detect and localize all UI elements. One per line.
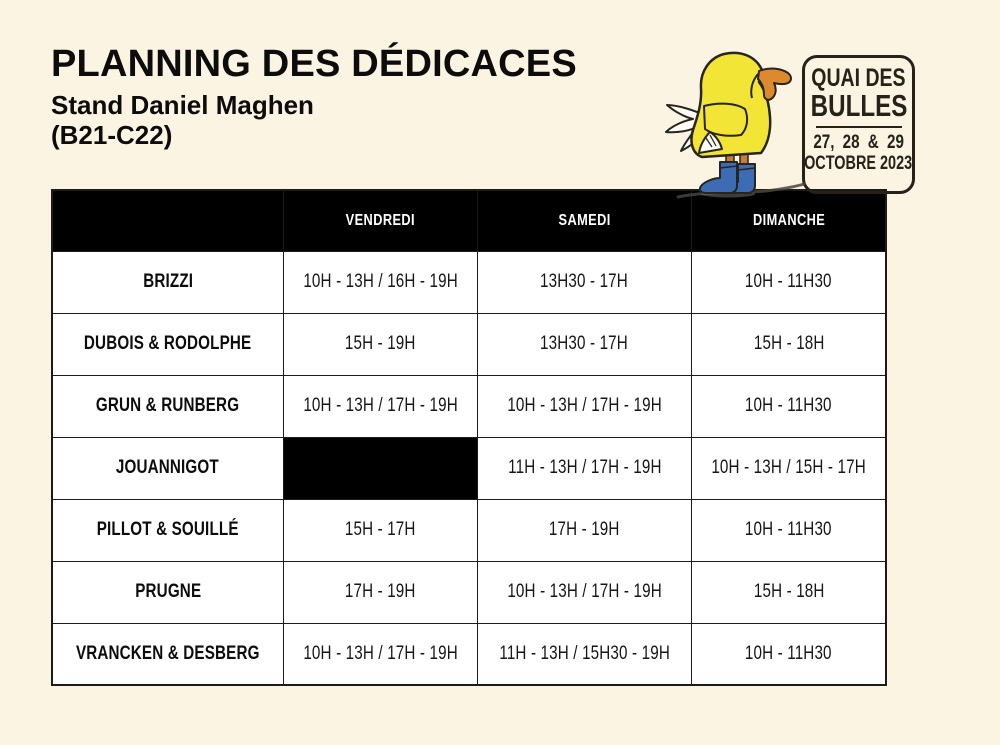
time-slot: 13H30 - 17H — [540, 271, 629, 292]
time-slot: 11H - 13H / 17H - 19H — [507, 457, 662, 478]
time-slot: 10H - 11H30 — [745, 642, 833, 664]
corner-cell — [52, 190, 283, 251]
sleeve — [704, 104, 747, 136]
festival-logo-box — [802, 55, 915, 194]
author-cell — [52, 499, 283, 561]
time-cell — [692, 251, 887, 313]
time-slot: 10H - 13H / 17H - 19H — [302, 395, 458, 416]
time-slot: 10H - 13H / 17H - 19H — [302, 642, 458, 664]
time-cell — [692, 437, 887, 499]
subtitle-stand: Stand Daniel Maghen — [51, 90, 314, 120]
author-cell — [52, 251, 283, 313]
author-cell — [52, 375, 283, 437]
author-name: GRUN & RUNBERG — [96, 395, 240, 416]
day-header-samedi — [477, 190, 691, 251]
logo-text-bulles: BULLES — [810, 88, 907, 123]
time-cell — [477, 251, 691, 313]
logo-text-quai-des: QUAI DES — [811, 64, 906, 92]
time-cell — [283, 375, 477, 437]
time-cell — [477, 313, 691, 375]
time-slot: 15H - 18H — [753, 581, 825, 602]
time-cell — [477, 375, 691, 437]
author-name: VRANCKEN & DESBERG — [75, 642, 260, 664]
page-subtitle — [51, 90, 577, 150]
logo-separator — [816, 126, 902, 128]
title-block — [51, 44, 577, 150]
subtitle-booth: (B21-C22) — [51, 120, 173, 150]
day-header-vendredi — [283, 190, 477, 251]
time-slot: 10H - 11H30 — [745, 271, 833, 292]
time-slot: 10H - 11H30 — [745, 519, 833, 540]
table-row — [52, 313, 886, 375]
table-row — [52, 561, 886, 623]
time-cell — [692, 375, 887, 437]
time-cell — [692, 499, 887, 561]
time-slot: 15H - 17H — [344, 519, 416, 540]
author-name: JOUANNIGOT — [116, 457, 220, 478]
time-cell — [283, 251, 477, 313]
mascot-seagull-raincoat-icon — [664, 46, 816, 202]
time-cell — [477, 561, 691, 623]
time-slot: 10H - 13H / 15H - 17H — [711, 457, 867, 478]
time-cell — [283, 499, 477, 561]
page-title: PLANNING DES DÉDICACES — [51, 43, 577, 85]
time-slot: 10H - 11H30 — [745, 395, 833, 416]
time-cell — [283, 623, 477, 685]
time-cell — [692, 561, 887, 623]
day-header-label: VENDREDI — [345, 211, 415, 229]
table-row — [52, 437, 886, 499]
time-cell — [283, 561, 477, 623]
logo-dates: 27, 28 & 29 — [813, 132, 904, 153]
time-slot: 10H - 13H / 17H - 19H — [507, 395, 662, 416]
blocked-time-cell — [283, 437, 477, 499]
day-header-label: SAMEDI — [558, 211, 611, 229]
time-cell — [283, 313, 477, 375]
table-row — [52, 499, 886, 561]
time-slot: 15H - 19H — [344, 333, 416, 354]
time-slot: 17H - 19H — [344, 581, 416, 602]
time-slot: 11H - 13H / 15H30 - 19H — [499, 642, 670, 664]
time-cell — [477, 623, 691, 685]
time-cell — [477, 499, 691, 561]
author-cell — [52, 313, 283, 375]
table-row — [52, 251, 886, 313]
time-slot: 17H - 19H — [549, 519, 620, 540]
author-cell — [52, 561, 283, 623]
time-slot: 10H - 13H / 17H - 19H — [507, 581, 662, 602]
author-name: PRUGNE — [134, 581, 201, 602]
day-header-label: DIMANCHE — [752, 211, 825, 229]
author-cell — [52, 623, 283, 685]
author-name: DUBOIS & RODOLPHE — [84, 333, 252, 354]
author-name: PILLOT & SOUILLÉ — [96, 519, 239, 540]
time-cell — [692, 623, 887, 685]
signing-schedule-table — [51, 189, 887, 686]
table-row — [52, 375, 886, 437]
time-cell — [692, 313, 887, 375]
time-slot: 13H30 - 17H — [540, 333, 629, 354]
time-slot: 10H - 13H / 16H - 19H — [302, 271, 458, 292]
author-name: BRIZZI — [142, 271, 193, 292]
author-cell — [52, 437, 283, 499]
table-row — [52, 623, 886, 685]
logo-month-year: OCTOBRE 2023 — [804, 153, 913, 174]
time-cell — [477, 437, 691, 499]
time-slot: 15H - 18H — [753, 333, 825, 354]
